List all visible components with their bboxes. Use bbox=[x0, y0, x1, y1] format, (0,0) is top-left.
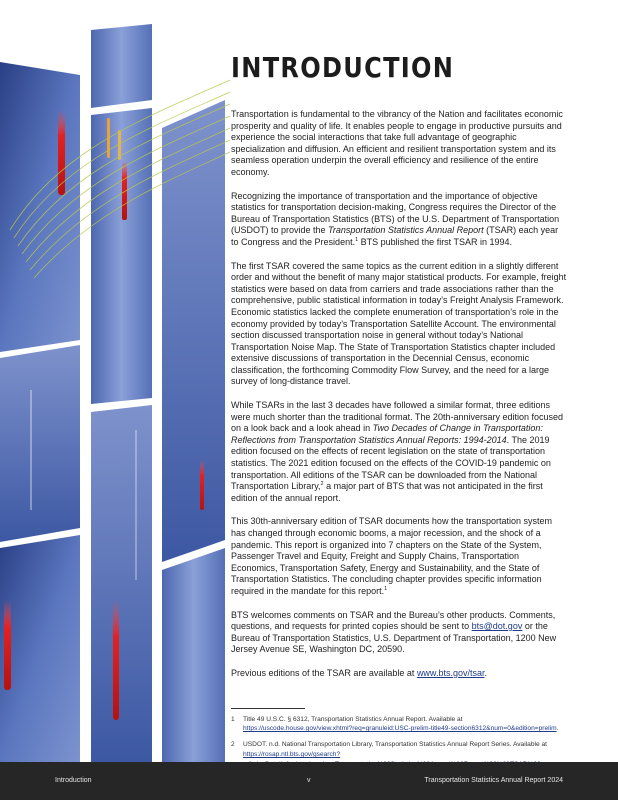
footnote bbox=[231, 715, 567, 735]
tail-light-streak bbox=[4, 600, 11, 690]
footer-report-title: Transportation Statistics Annual Report 2024 bbox=[424, 777, 563, 784]
text-run: BTS welcomes comments on TSAR and the Bureau’s other products. Comments, questions, and requests for printed copies should be sent to bbox=[231, 609, 556, 632]
link[interactable]: www.bts.gov/tsar bbox=[416, 667, 485, 678]
text-run: . The 2019 edition focused on the effects of recent legislation on the state of transportation statistics. The 2021 edition focused on the effects of the COVID-19 pandemic on transportation. All editions of the TSAR can be downloaded from the National Transportation Library, bbox=[231, 434, 551, 492]
tail-light-streak bbox=[122, 160, 127, 220]
photo-panel-left-mid bbox=[0, 345, 80, 542]
body-paragraph bbox=[231, 109, 567, 179]
link[interactable]: bts@dot.gov bbox=[471, 621, 523, 632]
photo-panel-center-top bbox=[91, 24, 152, 108]
text-run: Recognizing the importance of transportation and the importance of objective statistics for transportation decision-making, Congress requires the Director of the Bureau of Transportation Statistics (BTS) of the U.S. Department of Transportation (USDOT) to provide the bbox=[231, 190, 560, 236]
photo-panel-center-low bbox=[91, 405, 152, 762]
text-run: a major part of BTS that was not anticipated in the first edition of the annual report. bbox=[231, 481, 543, 503]
text-run: USDOT. n.d. National Transportation Library, Transportation Statistics Annual Report Series. Available at bbox=[243, 741, 547, 749]
white-light-streak bbox=[30, 390, 32, 510]
text-run: Transportation is fundamental to the vibrancy of the Nation and facilitates economic prosperity and quality of life. It enables people to engage in productive pursuits and experience the social interactions that take full advantage of geographic specialization and diffusion. An efficient and resilient transportation system and its seamless operation underpin the overall efficiency and resilience of the entire economy. bbox=[231, 109, 563, 177]
tail-light-streak bbox=[200, 460, 204, 510]
body-paragraph bbox=[231, 261, 567, 389]
body-paragraph bbox=[231, 191, 567, 249]
photo-panel-right-bottom bbox=[162, 548, 225, 762]
text-run: . bbox=[484, 667, 487, 678]
body-paragraph bbox=[231, 516, 567, 597]
text-run: or the Bureau of Transportation Statistics, U.S. Department of Transportation, 1200 New Jersey Avenue SE, Washington DC, 20590. bbox=[231, 621, 557, 655]
white-light-streak bbox=[135, 430, 137, 580]
link[interactable]: https://rosap.ntl.bts.gov/gsearch? bbox=[243, 750, 341, 758]
body-text bbox=[231, 109, 567, 680]
footer-section-label: Introduction bbox=[55, 777, 92, 784]
tail-light-streak bbox=[113, 600, 119, 720]
footnote-text bbox=[243, 715, 567, 735]
photo-panel-right-top bbox=[162, 100, 225, 562]
main-content bbox=[231, 50, 567, 776]
body-paragraph bbox=[231, 610, 567, 656]
page-title: INTRODUCTION bbox=[231, 51, 455, 84]
footnote-ref: 1 bbox=[384, 585, 388, 592]
footnote-number: 1 bbox=[231, 715, 235, 723]
tail-light-streak bbox=[58, 110, 65, 195]
footnote-divider bbox=[231, 708, 305, 709]
photo-panel-center-mid bbox=[91, 108, 152, 404]
photo-panel-left-top bbox=[0, 62, 80, 352]
footer-page-number: v bbox=[307, 777, 311, 784]
italic-text: Two Decades of Change in Transportation: Reflections from Transportation Statistics Annual Reports: 1994-2014 bbox=[231, 423, 543, 445]
body-paragraph bbox=[231, 400, 567, 504]
text-run: . bbox=[556, 725, 559, 733]
text-run: While TSARs in the last 3 decades have followed a similar format, three editions were much shorter than the traditional format. The 20th-anniversary edition focused on a look back and a look ahead in bbox=[231, 400, 564, 434]
text-run: BTS published the first TSAR in 1994. bbox=[358, 236, 513, 247]
link[interactable]: https://uscode.house.gov/view.xhtml?req=granuleid:USC-prelim-title49-section6312&num=0&edition=prelim bbox=[243, 725, 557, 733]
text-run: This 30th-anniversary edition of TSAR documents how the transportation system has changed through economic booms, a major recession, and the shock of a pandemic. This report is organized into 7 chapters on the State of the System, Passenger Travel and Equity, Freight and Supply Chains, Transportation Economics, Transportation Safety, Energy and Sustainability, and the State of Transportation Statistics. The concluding chapter provides specific information required in the mandate for this report. bbox=[231, 516, 552, 596]
footnote-number: 2 bbox=[231, 741, 235, 749]
page-footer bbox=[0, 762, 618, 800]
highway-photo-collage bbox=[0, 0, 230, 762]
text-run: The first TSAR covered the same topics as the current edition in a slightly different order and without the benefit of many major statistical products. For example, freight statistics were based on data from carriers and trade associations rather than the comprehensive, public statistical information in today’s Freight Analysis Framework. Economic statistics lacked the complete enumeration of transportation’s role in the economy provided by today’s Transportation Satellite Account. The environmental section discussed transportation noise in general without today’s National Transportation Noise Map. The State of Transportation Statistics chapter included extensive discussions of transportation in the Decennial Census, economic classification, the forthcoming Commodity Flow Survey, and the need for a large survey of long-distance travel. bbox=[231, 260, 567, 387]
body-paragraph bbox=[231, 668, 567, 680]
footnote-ref: 2 bbox=[320, 481, 324, 488]
footnote-ref: 1 bbox=[355, 236, 359, 243]
text-run: Title 49 U.S.C. § 6312, Transportation Statistics Annual Report. Available at bbox=[243, 715, 463, 723]
photo-panel-left-bottom bbox=[0, 535, 80, 762]
italic-text: Transportation Statistics Annual Report bbox=[328, 225, 484, 236]
text-run: (TSAR) each year to Congress and the President. bbox=[231, 225, 559, 247]
text-run: Previous editions of the TSAR are available at bbox=[231, 667, 417, 678]
